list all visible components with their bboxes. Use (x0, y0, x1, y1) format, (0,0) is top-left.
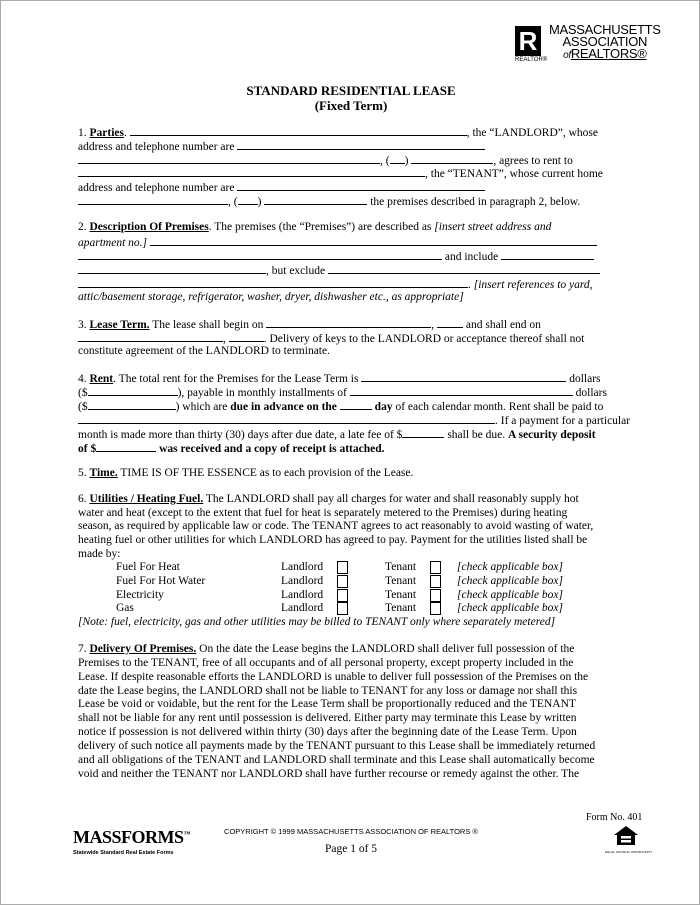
section-7-line: Lease be void or voidable, but the rent for the Lease Term shall be proportionally reduced and the TENANT (78, 698, 576, 710)
tenant-checkbox[interactable] (430, 589, 441, 602)
section-7-line: Lease. If despite reasonable efforts the LANDLORD is unable to deliver full possession of the Premises on the (78, 671, 589, 683)
section-3-line-1: 3. Lease Term. The lease shall begin on , and shall end on (78, 319, 541, 331)
section-2-line-5: . [insert references to yard, (78, 277, 593, 291)
massforms-tagline: Statewide Standard Real Estate Forms (73, 850, 174, 856)
association-name: MASSACHUSETTS ASSOCIATION ofREALTORS® (549, 22, 661, 61)
realtor-r-logo: R (515, 26, 541, 56)
section-4-line-6: of $ was received and a copy of receipt is attached. (78, 443, 385, 455)
tenant-checkbox[interactable] (430, 602, 441, 615)
section-7-line: void and neither the TENANT nor LANDLORD shall have further recourse or remedy against the other. The (78, 768, 580, 780)
section-4-line-1: 4. Rent. The total rent for the Premises for the Lease Term is dollars (78, 373, 601, 385)
realtor-tag: REALTOR® (515, 57, 548, 63)
section-7-line: and all obligations of the TENANT and LANDLORD shall terminate and this Lease shall automatically become (78, 754, 595, 766)
section-6-line-5: made by: (78, 548, 121, 560)
section-1-line-1: 1. Parties. , the “LANDLORD”, whose (78, 127, 598, 139)
section-1-line-3: , ( ) , agrees to rent to (78, 153, 573, 167)
section-1-line-5: address and telephone number are (78, 180, 485, 194)
landlord-checkbox[interactable] (337, 589, 348, 602)
page-subtitle: (Fixed Term) (314, 98, 388, 113)
section-6-line-1: 6. Utilities / Heating Fuel. The LANDLORD shall pay all charges for water and shall reasonably supply hot (78, 493, 579, 505)
section-4-line-3: ($ ) which are due in advance on the day of each calendar month. Rent shall be paid to (78, 401, 604, 413)
section-3-line-2: , . Delivery of keys to the LANDLORD or acceptance thereof shall not (78, 331, 584, 345)
section-3-line-3: constitute agreement of the LANDLORD to terminate. (78, 345, 330, 357)
lease-page: R REALTOR® MASSACHUSETTS ASSOCIATION ofREALTORS® STANDARD RESIDENTIAL LEASE (Fixed Term) 1. Parties. , the “LANDLORD”, whose address and telephone number are , ( ) , agrees to rent to , the “TENANT”, whose current home address and telephone number are , ( ) the premises described in paragraph 2, below. 2. Description Of Premises. The premises (the “Premises”) are described as [insert street address and apartment no.] and include , but exclude . [insert references to yard, attic/basement storage, refrigerator, washer, dryer, dishwasher etc., as appropriate] 3. Lease Term. The lease shall begin on , and shall end on , . Delivery of keys to the LANDLORD or acceptance thereof shall not constitute agreement of the LANDLORD to terminate. 4. Rent. The total rent for the Premises for the Lease Term is dollars ($ ), payable in monthly installments of dollars ($ ) which are due in advance on the day of each calendar month. Rent shall be paid to . If a payment for a particular month is made more than thirty (30) days after due date, a late fee of $ shall be due. A security deposit of $ was received and a copy of receipt is attached. 5. Time. TIME IS OF THE ESSENCE as to each provision of the Lease. 6. Utilities / Heating Fuel. The LANDLORD shall pay all charges for water and shall reasonably supply hot water and heat (except to the extent that fuel for heat is separately metered to the Premises) during heating season, as required by applicable law or code. The TENANT agrees to act reasonably to avoid wasting of water, heating fuel or other utilities for which LANDLORD has agreed to pay. Payment for the utilities listed shall be made by: Fuel For Heat Landlord Tenant [check applicable box] Fuel For Hot Water Landlord Tenant [check applicable box] Electricity Landlord Tenant [check applicable box] Gas Landlord Tenant [check applicable box] [Note: fuel, electricity, gas and other utilities may be billed to TENANT only where separately metered] 7. Delivery Of Premises. On the date the Lease begins the LANDLORD shall deliver full possession of the Premises to the TENANT, free of all occupants and of all personal property, except property included in the Lease. If despite reasonable efforts the LANDLORD is unable to deliver full possession of the Premises on the date the Lease begins, the LANDLORD shall not be liable to TENANT for any loss or damage nor shall this Lease be void or voidable, but the rent for the Lease Term shall be proportionally reduced and the TENANT shall not be liable for any rent until possession is delivered. Either party may terminate this Lease by written notice if possession is not delivered within thirty (30) days after the beginning date of the Lease Term. Upon delivery of such notice all payments made by the TENANT pursuant to this Lease shall be immediately returned and all obligations of the TENANT and LANDLORD shall terminate and this Lease shall automatically become void and neither the TENANT nor LANDLORD shall have further recourse or remedy against the other. The Form No. 401 MASSFORMS™ Statewide Standard Real Estate Forms COPYRIGHT © 1999 MASSACHUSETTS ASSOCIATION OF REALTORS ® Page 1 of 5 EQUAL HOUSING OPPORTUNITY (0, 0, 700, 905)
section-2-line-1: 2. Description Of Premises. The premises (the “Premises”) are described as [insert street address and (78, 221, 552, 233)
page-title: STANDARD RESIDENTIAL LEASE (246, 83, 456, 98)
massforms-logo: MASSFORMS™ (73, 827, 191, 847)
section-2-line-6: attic/basement storage, refrigerator, washer, dryer, dishwasher etc., as appropriate] (78, 291, 464, 303)
landlord-checkbox[interactable] (337, 561, 348, 574)
section-7-line: notice if possession is not delivered within thirty (30) days after the beginning date of the Lease Term. Upon (78, 726, 577, 738)
landlord-checkbox[interactable] (337, 575, 348, 588)
section-7-line-1: 7. Delivery Of Premises. On the date the Lease begins the LANDLORD shall deliver full possession of the (78, 643, 575, 655)
section-2-line-4: , but exclude (78, 263, 600, 277)
section-7-line: Premises to the TENANT, free of all occupants and of all personal property, except property included in the (78, 657, 574, 669)
section-6-line-2: water and heat (except to the extent that fuel for heat is separately metered to the Premises) during heating (78, 507, 568, 519)
section-6-line-3: season, as required by applicable law or code. The TENANT agrees to act reasonably to avoid wasting of water, (78, 520, 594, 532)
section-7-line: shall not be liable for any rent until possession is delivered. Either party may terminate this Lease by written (78, 712, 577, 724)
section-7-line: delivery of such notice all payments made by the TENANT pursuant to this Lease shall be immediately returned (78, 740, 596, 752)
page-number: Page 1 of 5 (324, 843, 378, 855)
section-2-line-3: and include (78, 249, 594, 263)
section-1-line-6: , ( ) the premises described in paragraph 2, below. (78, 194, 580, 208)
section-2-line-2: apartment no.] (78, 235, 597, 249)
landlord-checkbox[interactable] (337, 602, 348, 615)
section-1-line-2: address and telephone number are (78, 139, 485, 153)
form-number: Form No. 401 (586, 812, 643, 823)
section-7-line: date the Lease begins, the LANDLORD shall not be liable to TENANT for any loss or damage nor shall this (78, 685, 578, 697)
section-1-line-4: , the “TENANT”, whose current home (78, 166, 603, 180)
section-5: 5. Time. TIME IS OF THE ESSENCE as to each provision of the Lease. (78, 467, 414, 479)
section-4-line-2: ($ ), payable in monthly installments of dollars (78, 387, 607, 399)
tenant-checkbox[interactable] (430, 561, 441, 574)
equal-housing-label: EQUAL HOUSING OPPORTUNITY (605, 850, 653, 854)
section-6-line-4: heating fuel or other utilities for which LANDLORD has agreed to pay. Payment for the utilities listed shall be (78, 534, 588, 546)
copyright: COPYRIGHT © 1999 MASSACHUSETTS ASSOCIATION OF REALTORS ® (224, 827, 478, 836)
section-4-line-4: . If a payment for a particular (78, 413, 630, 427)
utilities-note: [Note: fuel, electricity, gas and other utilities may be billed to TENANT only where separately metered] (78, 616, 556, 628)
tenant-checkbox[interactable] (430, 575, 441, 588)
equal-housing-icon (613, 825, 639, 851)
section-4-line-5: month is made more than thirty (30) days after due date, a late fee of $ shall be due. A security deposit (78, 429, 596, 441)
